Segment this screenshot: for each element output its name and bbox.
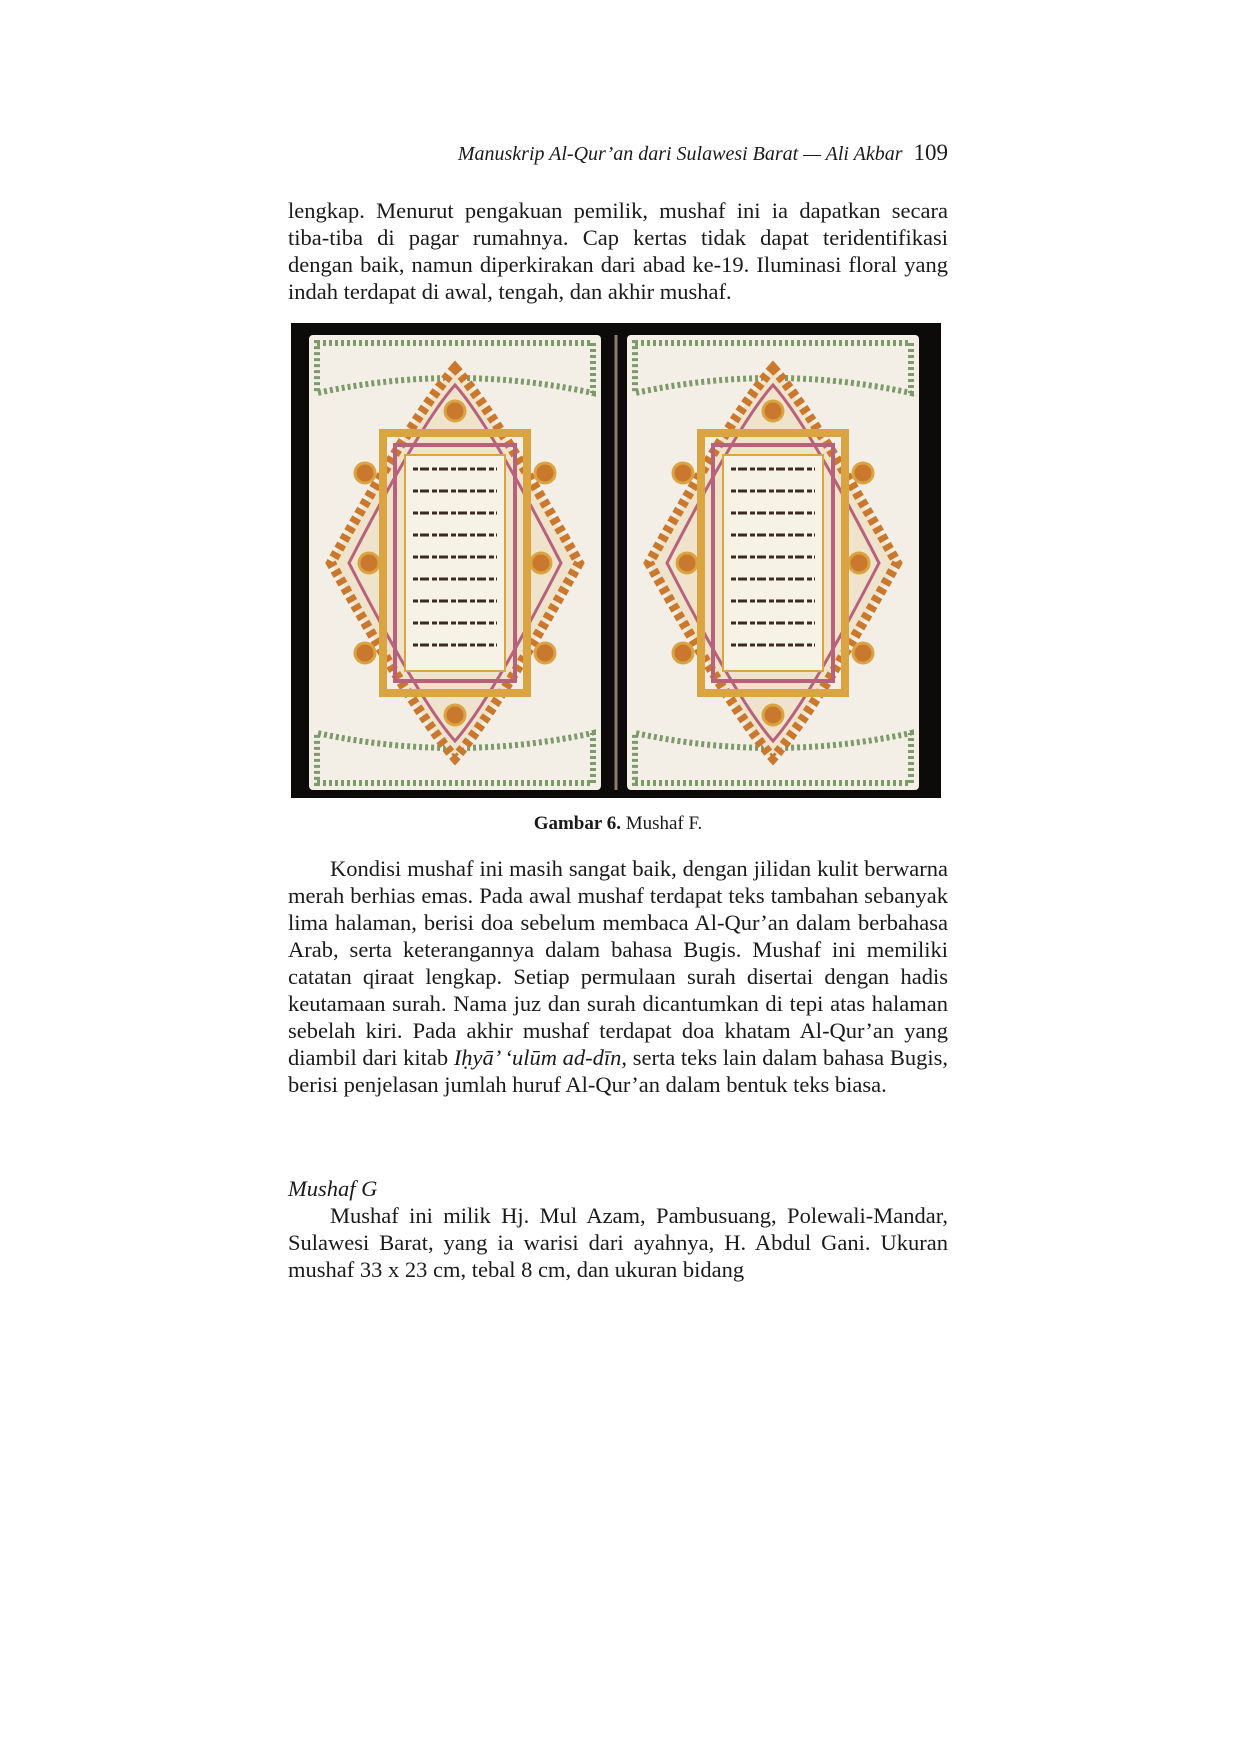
right-floral-motif: [853, 463, 873, 483]
book-title: Iḥyā’ ‘ulūm ad-dīn: [453, 1045, 622, 1070]
right-floral-motif: [763, 705, 783, 725]
figure-caption: [288, 813, 948, 835]
caption-text: Mushaf F.: [620, 813, 703, 834]
right-floral-motif: [849, 553, 869, 573]
right-floral-motif: [763, 401, 783, 421]
body-paragraph-1: lengkap. Menurut pengakuan pemilik, mushaf ini ia dapatkan secara tiba-tiba di pagar rumahnya. Cap kertas tidak dapat teridentifikasi dengan baik, namun diperkirakan dari abad ke-19. Iluminasi floral yang indah terdapat di awal, tengah, dan akhir mushaf.: [288, 198, 948, 304]
right-text-panel: [723, 455, 823, 671]
running-title: Manuskrip Al-Qur’an dari Sulawesi Barat — Ali Akbar: [457, 143, 903, 165]
left-floral-motif: [445, 705, 465, 725]
caption-label: Gambar 6.: [533, 813, 621, 834]
manuscript-photo: [291, 323, 941, 798]
right-floral-motif: [673, 643, 693, 663]
left-floral-motif: [535, 643, 555, 663]
paragraph-2-text-a: Kondisi mushaf ini masih sangat baik, dengan jilidan kulit berwarna merah berhias emas. Pada awal mushaf terdapat teks tambahan sebanyak lima halaman, berisi doa sebelum membaca Al-Qur’an dalam berbahasa Arab, serta keterangannya dalam bahasa Bugis. Mushaf ini memiliki catatan qiraat lengkap. Setiap permulaan surah disertai dengan hadis keutamaan surah. Nama juz dan surah dicantumkan di tepi atas halaman sebelah kiri. Pada akhir mushaf terdapat doa khatam Al-Qur’an yang diambil dari kitab: [288, 856, 948, 1070]
right-floral-motif: [673, 463, 693, 483]
page-number: 109: [913, 140, 948, 165]
paragraph-2-text-b: , serta teks lain dalam bahasa Bugis, berisi penjelasan jumlah huruf Al-Qur’an dalam bentuk teks biasa.: [288, 1045, 949, 1097]
left-floral-motif: [355, 463, 375, 483]
section-subheading: Mushaf G: [288, 1176, 378, 1201]
body-paragraph-3: Mushaf ini milik Hj. Mul Azam, Pambusuang, Polewali-Mandar, Sulawesi Barat, yang ia warisi dari ayahnya, H. Abdul Gani. Ukuran mushaf 33 x 23 cm, tebal 8 cm, dan ukuran bidang: [288, 1203, 948, 1282]
right-floral-motif: [677, 553, 697, 573]
right-floral-motif: [853, 643, 873, 663]
left-text-panel: [405, 455, 505, 671]
body-paragraph-2: [288, 855, 948, 1098]
running-head: [288, 140, 948, 166]
left-floral-motif: [535, 463, 555, 483]
left-floral-motif: [359, 553, 379, 573]
left-floral-motif: [445, 401, 465, 421]
left-floral-motif: [355, 643, 375, 663]
left-floral-motif: [531, 553, 551, 573]
illuminated-mushaf-image: [291, 323, 941, 798]
